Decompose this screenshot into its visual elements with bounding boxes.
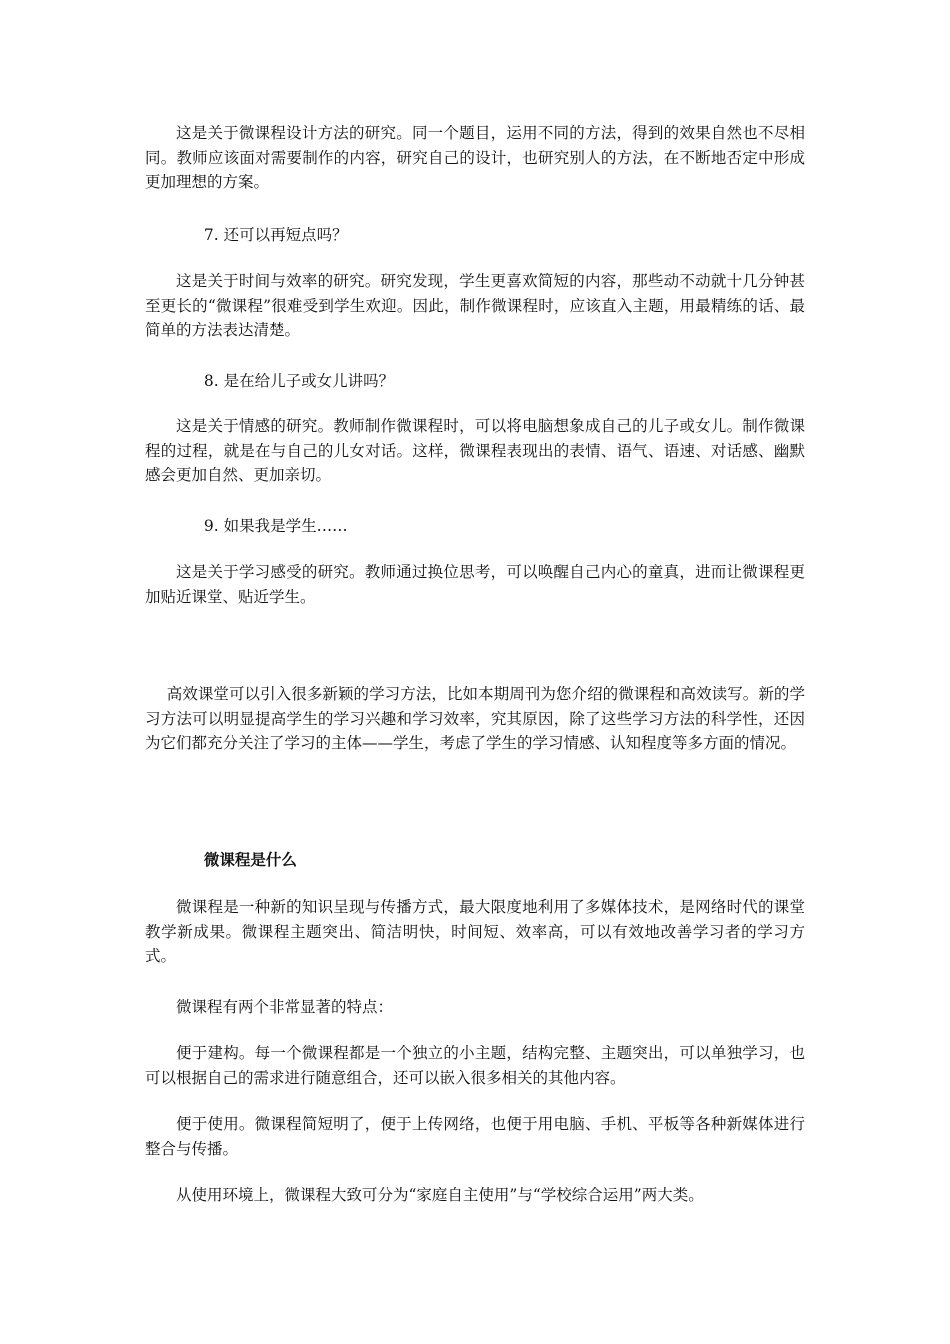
- paragraph-learning-feeling: 这是关于学习感受的研究。教师通过换位思考，可以唤醒自己内心的童真，进而让微课程更加贴近课堂、贴近学生。: [145, 563, 805, 606]
- paragraph-usage-environment: 从使用环境上，微课程大致可分为“家庭自主使用”与“学校综合运用”两大类。: [176, 1186, 704, 1204]
- heading-item-8: 8. 是在给儿子或女儿讲吗？: [203, 372, 395, 390]
- paragraph-time-efficiency: 这是关于时间与效率的研究。研究发现，学生更喜欢简短的内容，那些动不动就十几分钟甚至更长的“微课程”很难受到学生欢迎。因此，制作微课程时，应该直入主题，用最精练的话、最简单的方法表达清楚。: [145, 272, 805, 339]
- paragraph-two-features: 微课程有两个非常显著的特点：: [176, 998, 394, 1016]
- paragraph-design-method: 这是关于微课程设计方法的研究。同一个题目，运用不同的方法，得到的效果自然也不尽相同。教师应该面对需要制作的内容，研究自己的设计，也研究别人的方法，在不断地否定中形成更加理想的方案。: [145, 124, 805, 191]
- paragraph-easy-use: 便于使用。微课程简短明了，便于上传网络，也便于用电脑、手机、平板等各种新媒体进行整合与传播。: [145, 1115, 805, 1158]
- heading-item-9: 9. 如果我是学生……: [203, 517, 348, 535]
- section-title: 微课程是什么: [203, 850, 297, 869]
- paragraph-emotion: 这是关于情感的研究。教师制作微课程时，可以将电脑想象成自己的儿子或女儿。制作微课程的过程，就是在与自己的儿女对话。这样，微课程表现出的表情、语气、语速、对话感、幽默感会更加自然、更加亲切。: [145, 417, 805, 484]
- paragraph-easy-construct: 便于建构。每一个微课程都是一个独立的小主题，结构完整、主题突出，可以单独学习，也可以根据自己的需求进行随意组合，还可以嵌入很多相关的其他内容。: [145, 1044, 805, 1087]
- heading-item-7: 7. 还可以再短点吗？: [203, 226, 348, 244]
- paragraph-intro-efficient-class: 高效课堂可以引入很多新颖的学习方法，比如本期周刊为您介绍的微课程和高效读写。新的学习方法可以明显提高学生的学习兴趣和学习效率，究其原因，除了这些学习方法的科学性，还因为它们都充分关注了学习的主体——学生，考虑了学生的学习情感、认知程度等多方面的情况。: [145, 685, 805, 752]
- paragraph-what-is-micro-course: 微课程是一种新的知识呈现与传播方式，最大限度地利用了多媒体技术，是网络时代的课堂教学新成果。微课程主题突出、简洁明快，时间短、效率高，可以有效地改善学习者的学习方式。: [145, 898, 805, 965]
